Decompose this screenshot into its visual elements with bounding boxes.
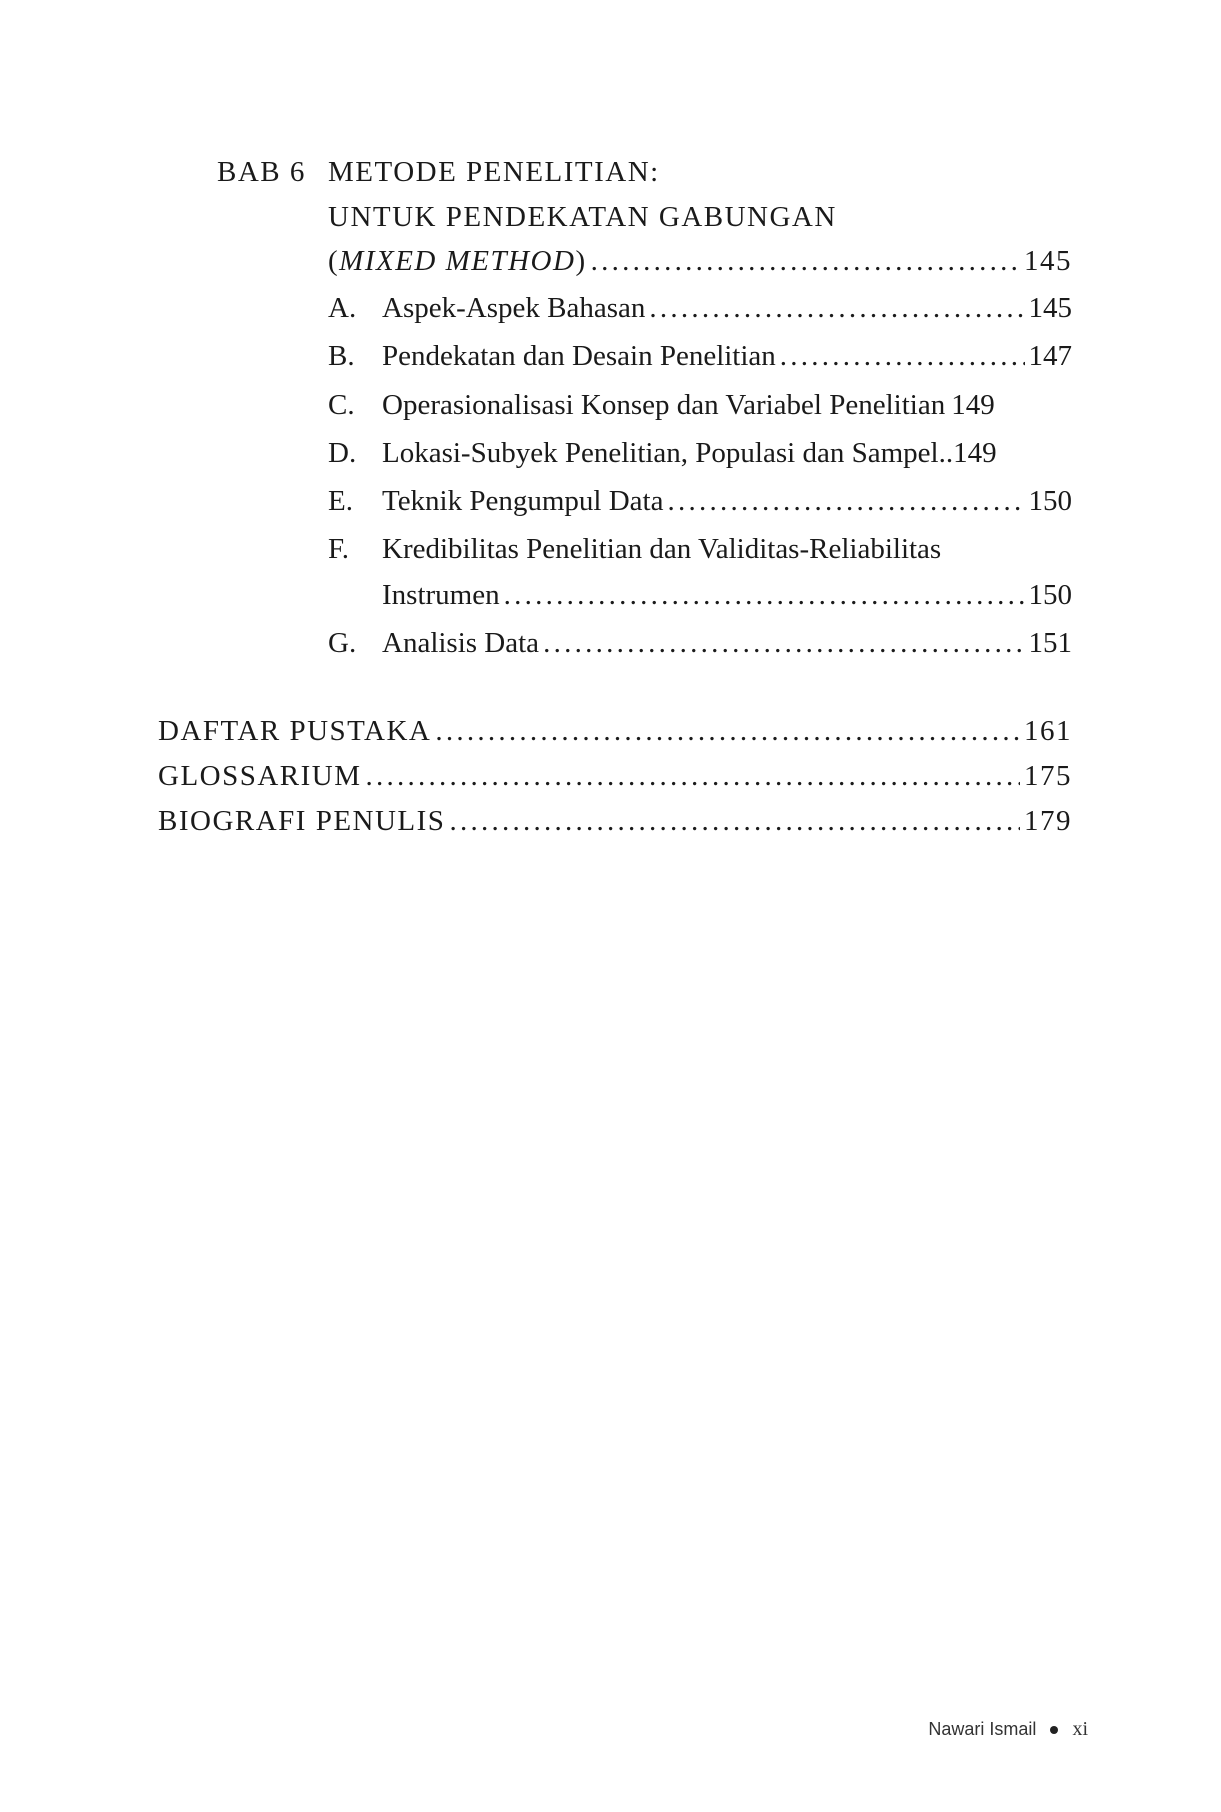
toc-entry-e[interactable]	[382, 485, 1072, 518]
toc-entry-daftar-pustaka[interactable]	[158, 715, 1072, 748]
entry-title: Kredibilitas Penelitian dan Validitas-Reliabilitas	[382, 533, 942, 565]
dot-leader	[543, 627, 1024, 660]
dot-leader	[435, 715, 1020, 748]
footer-author: Nawari Ismail	[928, 1719, 1037, 1739]
entry-title: Pendekatan dan Desain Penelitian	[382, 340, 776, 372]
toc-entry-g[interactable]	[382, 627, 1072, 660]
toc-entry-a[interactable]	[382, 292, 1072, 325]
dot-leader	[449, 805, 1020, 838]
entry-page-number: 147	[1028, 340, 1072, 372]
entry-page-number: 150	[1028, 579, 1072, 611]
entry-page-number: 161	[1024, 715, 1072, 747]
entry-title: Teknik Pengumpul Data	[382, 485, 664, 517]
entry-title: GLOSSARIUM	[158, 760, 362, 792]
chapter-title-entry[interactable]	[328, 245, 1072, 278]
chapter-title-line-2: UNTUK PENDEKATAN GABUNGAN	[328, 201, 837, 233]
item-letter: C.	[328, 389, 355, 421]
item-letter: B.	[328, 340, 355, 372]
page-footer	[928, 1718, 1088, 1741]
entry-page-number: 149	[951, 389, 995, 421]
chapter-label: BAB 6	[217, 156, 306, 188]
dot-leader	[591, 245, 1020, 278]
item-letter: G.	[328, 627, 357, 659]
entry-title-continued: Instrumen	[382, 579, 500, 611]
entry-title: Analisis Data	[382, 627, 540, 659]
chapter-title-line-3: (MIXED METHOD)	[328, 245, 587, 277]
chapter-title-line-1: METODE PENELITIAN:	[328, 156, 660, 188]
entry-title: Aspek-Aspek Bahasan	[382, 292, 646, 324]
dot-leader	[366, 760, 1020, 793]
entry-page-number: 175	[1024, 760, 1072, 792]
dot-leader	[649, 292, 1024, 325]
entry-page-number: 150	[1028, 485, 1072, 517]
toc-entry-f-line-1	[382, 533, 1072, 566]
dot-leader: ..	[938, 437, 954, 469]
dot-leader	[667, 485, 1024, 518]
toc-entry-f[interactable]	[382, 579, 1072, 612]
dot-leader	[504, 579, 1025, 612]
item-letter: E.	[328, 485, 353, 517]
entry-title: Lokasi-Subyek Penelitian, Populasi dan Sampel	[382, 437, 939, 469]
item-letter: A.	[328, 292, 357, 324]
entry-page-number: 179	[1024, 805, 1072, 837]
toc-entry-biografi-penulis[interactable]	[158, 805, 1072, 838]
entry-title: Operasionalisasi Konsep dan Variabel Penelitian	[382, 389, 946, 421]
footer-page-number: xi	[1072, 1718, 1088, 1740]
toc-entry-glossarium[interactable]	[158, 760, 1072, 793]
toc-entry-c[interactable]	[382, 389, 1072, 422]
item-letter: F.	[328, 533, 350, 565]
dot-leader	[780, 340, 1025, 373]
toc-entry-b[interactable]	[382, 340, 1072, 373]
entry-page-number: 145	[1028, 292, 1072, 324]
entry-page-number: 149	[953, 437, 997, 469]
entry-page-number: 151	[1028, 627, 1072, 659]
entry-title: BIOGRAFI PENULIS	[158, 805, 446, 837]
toc-entry-d[interactable]	[382, 437, 1072, 470]
entry-title: DAFTAR PUSTAKA	[158, 715, 432, 747]
item-letter: D.	[328, 437, 357, 469]
bullet-icon	[1050, 1726, 1058, 1734]
chapter-page-number: 145	[1024, 245, 1072, 277]
